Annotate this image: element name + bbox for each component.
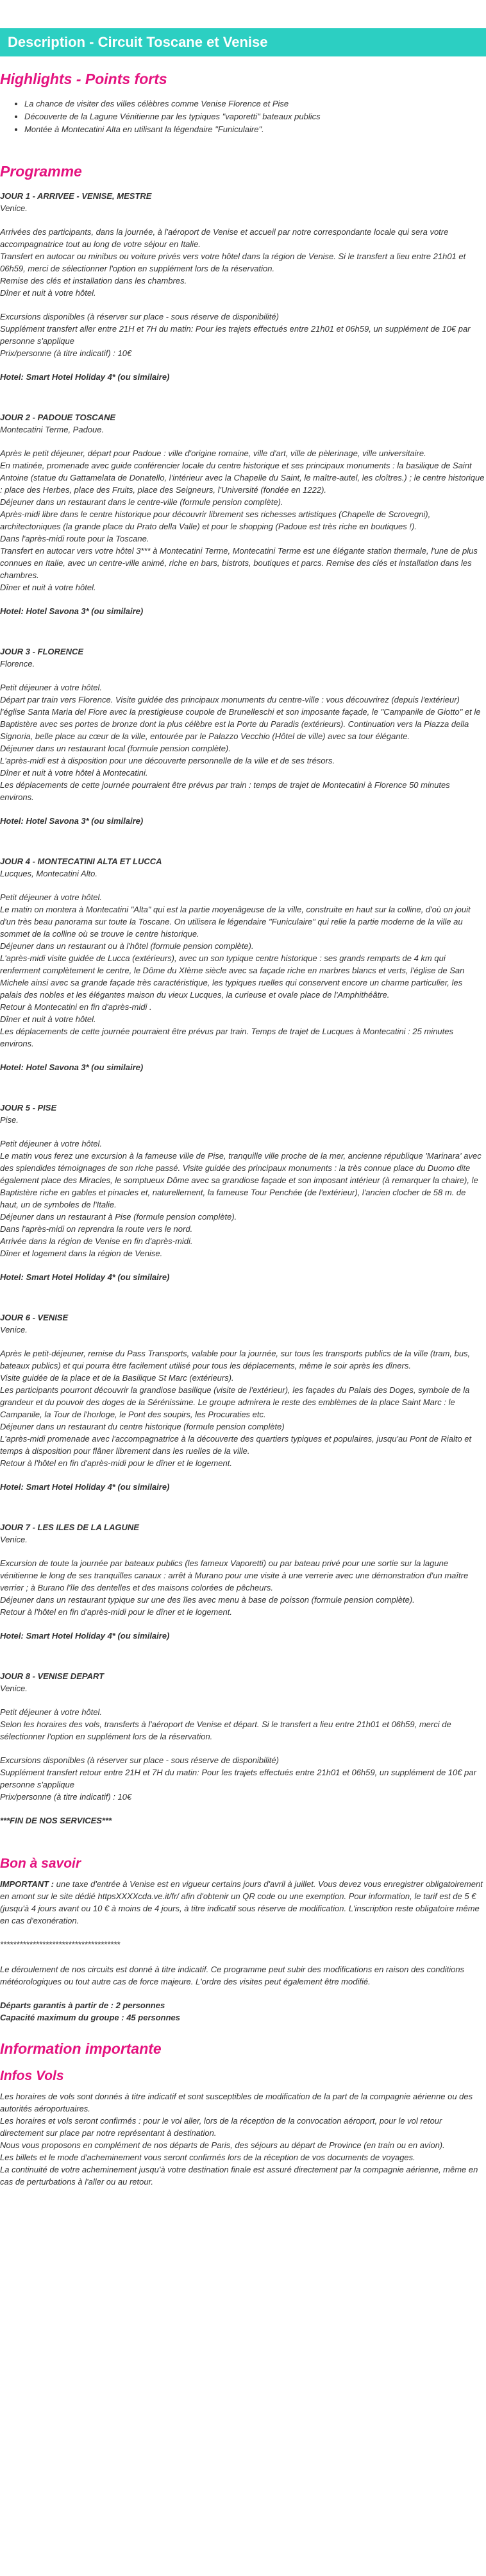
day-text: Transfert en autocar ou minibus ou voiture privés vers votre hôtel dans la région de Venise. Si le transfert a lieu entre 21h01 et 06h59, merci de sélectionner l'option en supplément lors de la réservation. <box>0 252 466 273</box>
important-note <box>0 1878 486 1927</box>
day-text: Remise des clés et installation dans les chambres. <box>0 276 187 286</box>
day-text: Déjeuner dans un restaurant à Pise (formule pension complète). <box>0 1212 237 1222</box>
day-excursion-text: Supplément transfert aller entre 21H et 7H du matin: Pour les trajets effectués entre 21h01 et 06h59, un supplément de 10€ par personne s'applique <box>0 324 471 346</box>
day-body <box>0 1138 486 1259</box>
highlights-list <box>0 98 486 136</box>
programme-heading: Programme <box>0 163 82 180</box>
day-text: Petit déjeuner à votre hôtel. <box>0 683 102 692</box>
day-text: Dîner et nuit à votre hôtel à Montecatini. <box>0 768 148 778</box>
day-block <box>0 645 486 827</box>
day-text: Déjeuner dans un restaurant dans le centre-ville (formule pension complète). <box>0 497 283 507</box>
separator-stars: ************************************* <box>0 1940 121 1949</box>
day-hotel: Hotel: Smart Hotel Holiday 4* (ou similaire) <box>0 1272 170 1282</box>
vols-text: La continuité de votre acheminement jusqu'à votre destination finale est assuré directement par la compagnie aérienne, même en cas de perturbations à l'aller ou au retour. <box>0 2165 478 2187</box>
day-text: Le matin on montera à Montecatini "Alta" qui est la partie moyenâgeuse de la ville, construite en haut sur la colline, d'où on jouit d'un très beau panorama sur toute la Toscane. On utilisera le légendaire "Funiculaire" qui relie la partie moderne de la ville au sommet de la colline où se trouve le centre historique. <box>0 905 471 939</box>
end-of-services: ***FIN DE NOS SERVICES*** <box>0 1816 112 1825</box>
day-excursion-text: Excursions disponibles (à réserver sur place - sous réserve de disponibilité) <box>0 1755 279 1765</box>
day-hotel: Hotel: Smart Hotel Holiday 4* (ou similaire) <box>0 372 170 382</box>
day-body <box>0 226 486 359</box>
vols-text: Les horaires et vols seront confirmés : pour le vol aller, lors de la réception de la convocation aéroport, pour le vol retour directement sur place par notre représentant à destination. <box>0 2116 442 2138</box>
day-block <box>0 411 486 617</box>
information-heading: Information importante <box>0 2040 162 2057</box>
day-hotel: Hotel: Smart Hotel Holiday 4* (ou similaire) <box>0 1631 170 1641</box>
day-text: Visite guidée de la place et de la Basilique St Marc (extérieurs). <box>0 1373 234 1383</box>
day-block <box>0 190 486 383</box>
vols-text: Les horaires de vols sont donnés à titre indicatif et sont susceptibles de modification de la part de la compagnie aérienne ou des autorités aéroportuaires. <box>0 2092 473 2113</box>
bon-a-savoir-heading: Bon à savoir <box>0 1856 81 1871</box>
day-text: Après le petit déjeuner, départ pour Padoue : ville d'origine romaine, ville d'art, ville de pèlerinage, ville universitaire. <box>0 448 426 458</box>
day-text: Le matin vous ferez une excursion à la fameuse ville de Pise, tranquille ville proche de la mer, ancienne république 'Marinara' avec des splendides témoignages de son riche passé. Visite guidée des principaux monuments : la très connue place du Duomo dite également place des Miracles, le somptueux Dôme avec sa grandiose façade et son imposant intérieur (à remarquer la chaire), le Baptistère riche en gables et pinacles et, naturellement, la fameuse Tour Penchée (de l'extérieur), l'ancien clocher de 58 m. de haut, un de symboles de l'Italie. <box>0 1151 482 1209</box>
day-text: Départ par train vers Florence. Visite guidée des principaux monuments du centre-ville : vous découvrirez (depuis l'extérieur) l'église Santa Maria del Fiore avec la prestigieuse coupole de Brunelleschi et son imposante façade, le "Campanile de Giotto" et le Baptistère avec ses portes de bronze dont la plus célèbre est la Porte du Paradis (extérieurs). Continuation vers la Piazza della Signoria, belle place au cœur de la ville, entourée par le Palazzo Vecchio (Hôtel de ville) avec sa tour élégante. <box>0 695 481 741</box>
day-text: Déjeuner dans un restaurant ou à l'hôtel (formule pension complète). <box>0 941 254 951</box>
day-body <box>0 1557 486 1618</box>
day-text: En matinée, promenade avec guide conférencier locale du centre historique et ses principaux monuments : la basilique de Saint Antoine (statue du Gattamelata de Donatello, l'intérieur avec la Chapelle du Saint, le maître-autel, les cloîtres.) ; le centre historique : place des Herbes, place des Fruits, place des Seigneurs, l'Université (fondée en 1222). <box>0 461 485 495</box>
day-body <box>0 681 486 803</box>
infos-vols-heading: Infos Vols <box>0 2068 64 2083</box>
content <box>0 69 486 2188</box>
day-body <box>0 1347 486 1469</box>
day-place: Venice. <box>0 203 28 213</box>
day-text: Retour à Montecatini en fin d'après-midi . <box>0 1002 152 1012</box>
day-text: Petit déjeuner à votre hôtel. <box>0 892 102 902</box>
day-body <box>0 447 486 593</box>
day-title: JOUR 2 - PADOUE TOSCANE <box>0 413 116 422</box>
day-block <box>0 1670 486 1827</box>
day-text: L'après-midi visite guidée de Lucca (extérieurs), avec un son typique centre historique : ses grands remparts de 4 km qui renferment complètement le centre, le Dôme du XIème siècle avec sa façade riche en marbres blancs et verts, l'église de San Michele ainsi avec sa grande façade très caractéristique, les typiques ruelles qui conservent encore un charme particulier, les palais des nobles et les élégantes maison du vieux Lucques, la curieuse et ovale place de l'Amphithéâtre. <box>0 953 465 1000</box>
day-text: Déjeuner dans un restaurant du centre historique (formule pension complète) <box>0 1422 285 1431</box>
day-title: JOUR 4 - MONTECATINI ALTA ET LUCCA <box>0 857 162 866</box>
day-text: Dîner et logement dans la région de Venise. <box>0 1249 163 1258</box>
day-excursion-text: Prix/personne (à titre indicatif) : 10€ <box>0 348 132 358</box>
day-place: Venice. <box>0 1684 28 1693</box>
highlight-item: • Montée à Montecatini Alta en utilisant la légendaire "Funiculaire". <box>24 123 486 136</box>
day-text: Transfert en autocar vers votre hôtel 3*** à Montecatini Terme, Montecatini Terme est une élégante station thermale, l'une de plus connues en Italie, avec un centre-ville animé, riche en bars, bistrots, boutiques et parcs. Remise des clés et installation dans les chambres. <box>0 546 478 580</box>
day-text: L'après-midi est à disposition pour une découverte personnelle de la ville et de ses trésors. <box>0 756 335 765</box>
important-label: IMPORTANT : <box>0 1879 54 1889</box>
day-block <box>0 1311 486 1493</box>
important-text: une taxe d'entrée à Venise est en vigueur certains jours d'avril à juillet. Vous devez vous enregistrer obligatoirement en amont sur le site dédié httpsXXXXcda.ve.it/fr/ afin d'obtenir un QR code ou une exemption. Pour information, le tarif est de 5 € (jusqu'à 4 jours avant ou 10 € à moins de 4 jours, à titre indicatif sous réserve de modification. L'inscription reste obligatoire même en cas d'exonération. <box>0 1879 483 1925</box>
day-place: Lucques, Montecatini Alto. <box>0 869 97 878</box>
day-body <box>0 891 486 1050</box>
day-text: Après-midi libre dans le centre historique pour découvrir librement ses richesses artistiques (Chapelle de Scrovegni), architectoniques (la grande place du Prato della Valle) et pour le shopping (Padoue est très riche en boutiques !). <box>0 509 431 531</box>
day-text: Dans l'après-midi route pour la Toscane. <box>0 534 149 543</box>
day-text: Excursion de toute la journée par bateaux publics (les fameux Vaporetti) ou par bateau privé pour une sortie sur la lagune vénitienne le long de ses tranquilles canaux : arrêt à Murano pour une visite à une verrerie avec une démonstration d'un maître verrier ; à Burano l'île des dentelles et des maisons colorées de pêcheurs. <box>0 1558 469 1592</box>
day-text: Dîner et nuit à votre hôtel. <box>0 583 96 592</box>
day-block <box>0 1521 486 1642</box>
day-text: Arrivée dans la région de Venise en fin d'après-midi. <box>0 1236 193 1246</box>
day-text: Retour à l'hôtel en fin d'après-midi pour le dîner et le logement. <box>0 1458 232 1468</box>
day-excursion-text: Excursions disponibles (à réserver sur place - sous réserve de disponibilité) <box>0 312 279 321</box>
deroulement-note <box>0 1963 486 1988</box>
day-place: Montecatini Terme, Padoue. <box>0 425 105 434</box>
day-text: Arrivées des participants, dans la journée, à l'aéroport de Venise et accueil par notre correspondante locale qui sera votre accompagnatrice tout au long de votre séjour en Italie. <box>0 227 449 249</box>
day-text: Déjeuner dans un restaurant local (formule pension complète). <box>0 744 231 753</box>
day-text: Dîner et nuit à votre hôtel. <box>0 288 96 298</box>
day-text: Dîner et nuit à votre hôtel. <box>0 1014 96 1024</box>
day-excursion-text: Prix/personne (à titre indicatif) : 10€ <box>0 1792 132 1802</box>
highlight-item: • La chance de visiter des villes célèbres comme Venise Florence et Pise <box>24 98 486 110</box>
capacite-maximum: Capacité maximum du groupe : 45 personnes <box>0 2013 181 2022</box>
programme-days <box>0 190 486 1827</box>
highlight-item: • Découverte de la Lagune Vénitienne par les typiques "vaporetti" bateaux publics <box>24 110 486 123</box>
day-title: JOUR 1 - ARRIVEE - VENISE, MESTRE <box>0 191 152 201</box>
bon-a-savoir <box>0 1878 486 1927</box>
day-text: Petit déjeuner à votre hôtel. <box>0 1139 102 1148</box>
day-title: JOUR 5 - PISE <box>0 1103 57 1113</box>
day-hotel: Hotel: Hotel Savona 3* (ou similaire) <box>0 606 144 616</box>
day-hotel: Hotel: Hotel Savona 3* (ou similaire) <box>0 816 144 826</box>
day-excursion-text: Supplément transfert retour entre 21H et 7H du matin: Pour les trajets effectués entre 21h01 et 06h59, un supplément de 10€ par personne s'applique <box>0 1768 476 1789</box>
day-text: Selon les horaires des vols, transferts à l'aéroport de Venise et départ. Si le transfert a lieu entre 21h01 et 06h59, merci de sélectionner l'option en supplément lors de la réservation. <box>0 1719 451 1741</box>
day-place: Venice. <box>0 1325 28 1335</box>
deroulement-text: Le déroulement de nos circuits est donné à titre indicatif. Ce programme peut subir des modifications en raison des conditions météorologiques ou tout autre cas de force majeure. L'ordre des visites peut également être modifié. <box>0 1965 465 1986</box>
day-place: Pise. <box>0 1115 19 1125</box>
highlights-heading: Highlights - Points forts <box>0 71 167 87</box>
departs-garantis: Départs garantis à partir de : 2 personnes <box>0 2000 165 2010</box>
page-title: Description - Circuit Toscane et Venise <box>0 28 486 56</box>
day-text: Les déplacements de cette journée pourraient être prévus par train : temps de trajet de Montecatini à Florence 50 minutes environs. <box>0 780 450 802</box>
day-hotel: Hotel: Hotel Savona 3* (ou similaire) <box>0 1062 144 1072</box>
day-place: Venice. <box>0 1535 28 1544</box>
day-block <box>0 1102 486 1283</box>
day-text: Déjeuner dans un restaurant typique sur une des îles avec menu à base de poisson (formule pension complète). <box>0 1595 415 1605</box>
day-text: Retour à l'hôtel en fin d'après-midi pour le dîner et le logement. <box>0 1607 232 1617</box>
day-text: Après le petit-déjeuner, remise du Pass Transports, valable pour la journée, sur tous les transports publics de la ville (tram, bus, bateaux publics) et qui pourra être facilement utilisé pour tous les déplacements, même le soir après les dîners. <box>0 1349 471 1370</box>
infos-vols <box>0 2090 486 2188</box>
day-text: L'après-midi promenade avec l'accompagnatrice à la découverte des quartiers typiques et populaires, jusqu'au Pont de Rialto et temps à disposition pour flâner librement dans les ruelles de la ville. <box>0 1434 472 1456</box>
day-block <box>0 855 486 1073</box>
day-title: JOUR 6 - VENISE <box>0 1313 69 1322</box>
day-text: Les déplacements de cette journée pourraient être prévus par train. Temps de trajet de Lucques à Montecatini : 25 minutes environs. <box>0 1027 453 1048</box>
day-title: JOUR 3 - FLORENCE <box>0 647 84 656</box>
vols-text: Nous vous proposons en complément de nos départs de Paris, des séjours au départ de Province (en train ou en avion). <box>0 2140 445 2150</box>
day-text: Dans l'après-midi on reprendra la route vers le nord. <box>0 1224 193 1234</box>
vols-text: Les billets et le mode d'acheminement vous seront confirmés lors de la réception de vos documents de voyages. <box>0 2153 415 2162</box>
day-body <box>0 1706 486 1803</box>
day-text: Les participants pourront découvrir la grandiose basilique (visite de l'extérieur), les façades du Palais des Doges, symbole de la grandeur et du pouvoir des doges de la Sérénissime. Le groupe admirera le reste des emblèmes de la place Saint Marc : le Campanile, la Tour de l'horloge, le Pont des soupirs, les Procuraties etc. <box>0 1385 470 1419</box>
day-title: JOUR 7 - LES ILES DE LA LAGUNE <box>0 1523 139 1532</box>
day-text: Petit déjeuner à votre hôtel. <box>0 1707 102 1717</box>
day-hotel: Hotel: Smart Hotel Holiday 4* (ou similaire) <box>0 1482 170 1492</box>
day-title: JOUR 8 - VENISE DEPART <box>0 1671 105 1681</box>
day-place: Florence. <box>0 659 35 669</box>
